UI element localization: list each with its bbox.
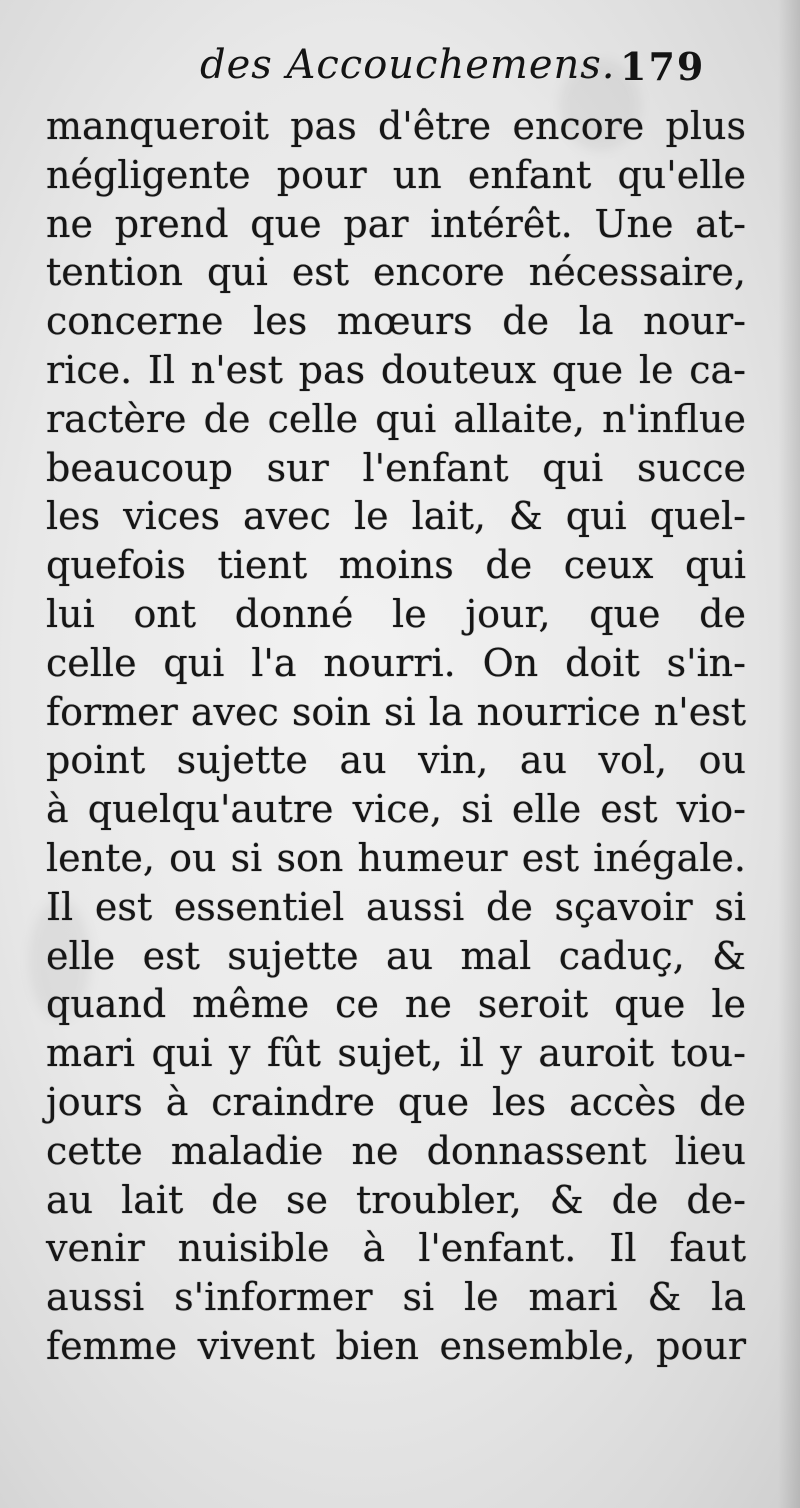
text-line: négligente pour un enfant qu'elle: [46, 152, 746, 197]
page-edge-shadow: [778, 0, 800, 1508]
page-number: 179: [620, 44, 706, 89]
text-line: rice. Il n'est pas douteux que le ca-: [46, 347, 746, 392]
text-line: elle est sujette au mal caduç, &: [46, 933, 746, 978]
text-line: beaucoup sur l'enfant qui succe: [46, 445, 746, 490]
text-line: lui ont donné le jour, que de: [46, 591, 746, 636]
text-line: les vices avec le lait, & qui quel-: [46, 494, 746, 539]
text-line: cette maladie ne donnassent lieu: [46, 1128, 746, 1173]
text-line: quefois tient moins de ceux qui: [46, 543, 746, 588]
text-line: quand même ce ne seroit que le: [46, 982, 746, 1027]
text-line: femme vivent bien ensemble, pour: [46, 1323, 746, 1368]
text-line: celle qui l'a nourri. On doit s'in-: [46, 640, 746, 685]
text-line: à quelqu'autre vice, si elle est vio-: [46, 787, 746, 832]
text-line: concerne les mœurs de la nour-: [46, 299, 746, 344]
running-head: [0, 42, 800, 102]
text-line: aussi s'informer si le mari & la: [46, 1275, 746, 1320]
text-line: ne prend que par intérêt. Une at-: [46, 201, 746, 246]
text-line: former avec soin si la nourrice n'est: [46, 689, 746, 734]
running-head-title: des Accouchemens.: [200, 42, 616, 88]
body-text: [46, 102, 746, 1371]
text-line: ractère de celle qui allaite, n'influe: [46, 396, 746, 441]
text-line: manqueroit pas d'être encore plus: [46, 104, 746, 148]
text-line: lente, ou si son humeur est inégale.: [46, 835, 746, 880]
text-line: venir nuisible à l'enfant. Il faut: [46, 1226, 746, 1271]
text-line: point sujette au vin, au vol, ou: [46, 738, 746, 783]
text-line: jours à craindre que les accès de: [46, 1079, 746, 1124]
text-line: mari qui y fût sujet, il y auroit tou-: [46, 1031, 746, 1076]
text-line: tention qui est encore nécessaire,: [46, 250, 746, 295]
text-line: Il est essentiel aussi de sçavoir si: [46, 884, 746, 929]
text-line: au lait de se troubler, & de de-: [46, 1177, 746, 1222]
